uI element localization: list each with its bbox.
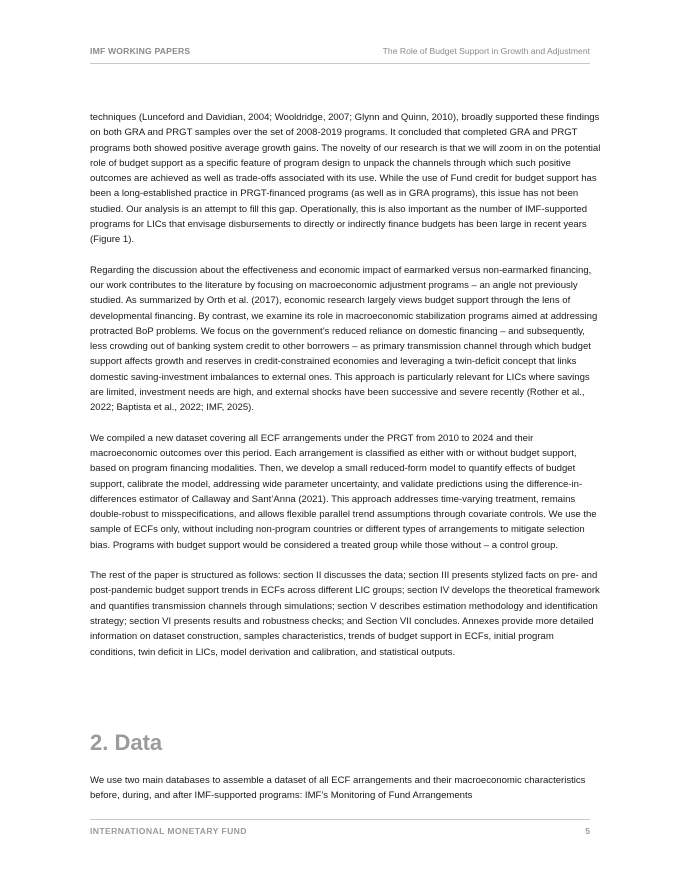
paragraph-2: Regarding the discussion about the effectiveness and economic impact of earmarked versus non-earmarked financing, our work contributes to the literature by focusing on macroeconomic adjustment programs – an angle not previously studied. As summarized by Orth et al. (2017), economic research largely views budget support through the lens of developmental financing. By contrast, we examine its role in macroeconomic stabilization programs aimed at addressing protracted BoP problems. We focus on the government’s reduced reliance on domestic financing – and subsequently, less crowding out of banking system credit to other borrowers – as primary transmission channel through which budget support affects growth and reserves in credit-constrained economies and leveraging a twin-deficit concept that links domestic saving-investment imbalances to external ones. This approach is particularly relevant for LICs where savings are limited, investment needs are high, and external shocks have been successive and severe recently (Rother et al., 2022; Baptista et al., 2022; IMF, 2025). (90, 264, 598, 414)
header-paper-title: The Role of Budget Support in Growth and Adjustment (382, 46, 590, 56)
section-heading: 2. Data (90, 730, 163, 755)
body-text (90, 110, 602, 675)
section-paragraph: We use two main databases to assemble a dataset of all ECF arrangements and their macroeconomic characteristics before, during, and after IMF-supported programs: IMF’s Monitoring of Fund Arrangements (90, 775, 586, 802)
section-body-text (90, 773, 602, 819)
page-header (90, 46, 590, 64)
paragraph-1: techniques (Lunceford and Davidian, 2004; Wooldridge, 2007; Glynn and Quinn, 2010), broadly supported these findings on both GRA and PRGT samples over the set of 2008-2019 programs. It concluded that completed GRA and PRGT programs both showed positive average growth gains. The novelty of our research is that we will zoom in on the potential role of budget support as a specific feature of program design to unpack the channels through which such positive outcomes are achieved as well as trade-offs associated with its use. While the use of Fund credit for budget support has been a long-established practice in PRGT-financed programs (as well as in GRA programs), this issue has not been studied. Our analysis is an attempt to fill this gap. Operationally, this is also important as the number of IMF-supported programs for LICs that envisage disbursements to directly or indirectly finance budgets has been large in recent years (Figure 1). (90, 112, 601, 246)
page-number: 5 (585, 826, 590, 836)
paragraph-4: The rest of the paper is structured as follows: section II discusses the data; section III presents stylized facts on pre- and post-pandemic budget support trends in ECFs across different LIC groups; section IV develops the theoretical framework and quantifies transmission channels through simulations; section V describes estimation methodology and identification strategy; section VI presents results and robustness checks; and Section VII concludes. Annexes provide more detailed information on dataset construction, samples characteristics, trends of budget support in ECFs, initial program conditions, twin deficit in LICs, model derivation and calibration, and statistical outputs. (90, 570, 600, 658)
paragraph-3: We compiled a new dataset covering all ECF arrangements under the PRGT from 2010 to 2024 and their macroeconomic outcomes over this period. Each arrangement is classified as either with or without budget support, based on program financing modalities. Then, we develop a small reduced-form model to quantify effects of budget support, calibrate the model, addressing wide parameter uncertainty, and validate predictions using the difference-in-differences estimator of Callaway and Sant’Anna (2021). This approach addresses time-varying treatment, remains double-robust to misspecifications, and allows flexible parallel trend assumptions through covariate controls. We use the sample of ECFs only, without including non-program countries or different types of arrangements to mitigate selection bias. Programs with budget support would be considered a treated group while those without – a control group. (90, 432, 597, 551)
page-footer (90, 819, 590, 840)
header-series-title: IMF WORKING PAPERS (90, 46, 191, 56)
footer-organization: INTERNATIONAL MONETARY FUND (90, 826, 247, 836)
